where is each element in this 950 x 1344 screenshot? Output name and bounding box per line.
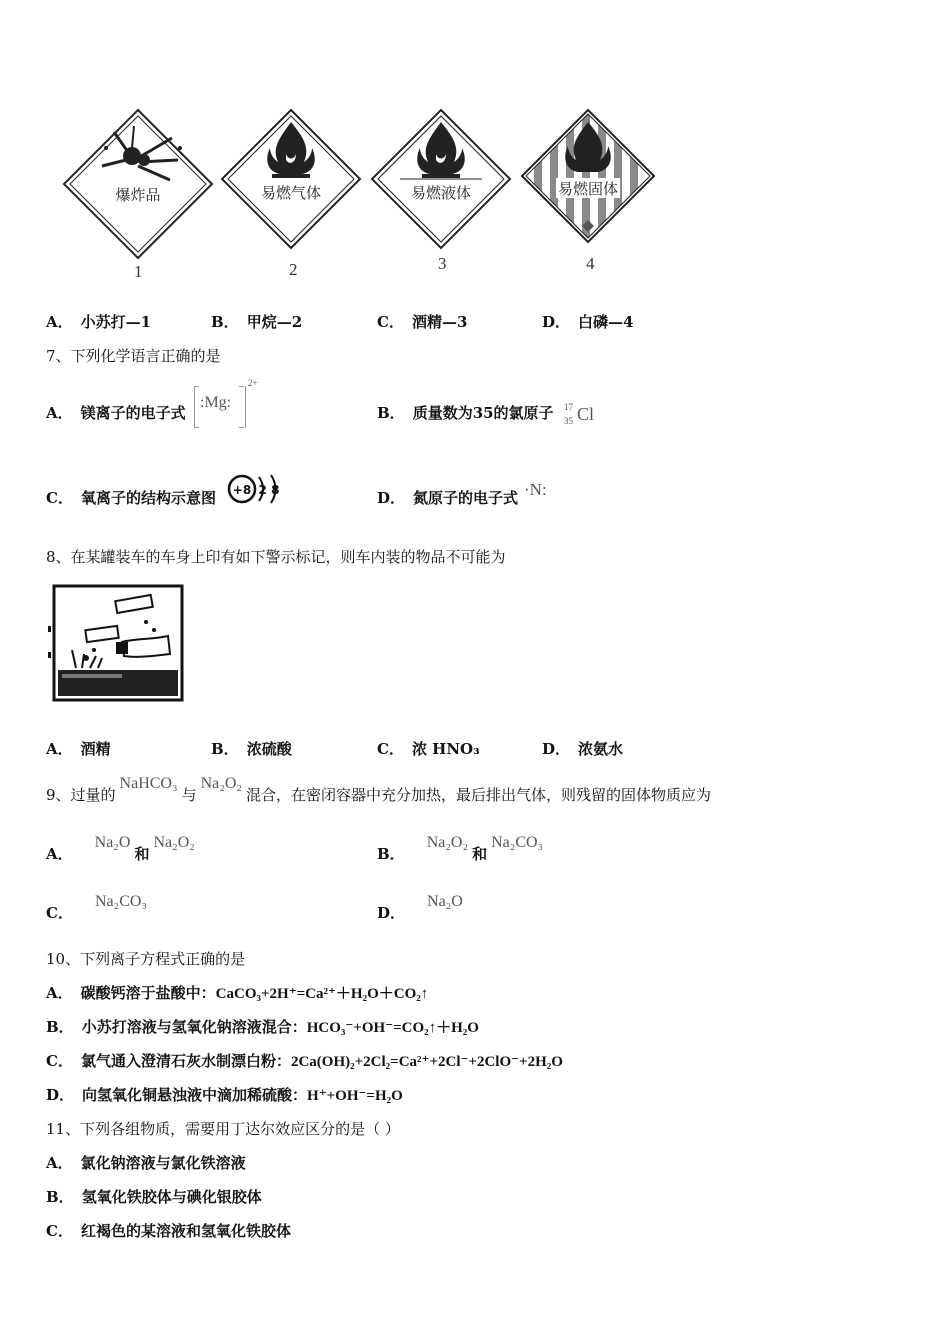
q7-option-c[interactable]: C． 氧离子的结构示意图 [46,489,216,507]
q10-option-d[interactable]: D． 向氢氧化铜悬浊液中滴加稀硫酸：H⁺+OH⁻=H₂O [46,1086,403,1104]
q11-stem: 11、下列各组物质，需要用丁达尔效应区分的是（ ） [46,1120,400,1138]
q8-option-d[interactable]: D． 浓氨水 [542,740,624,758]
q9-option-d[interactable]: D．Na₂O [377,893,463,922]
svg-text:+8: +8 [232,483,252,497]
q9-stem: 9、过量的NaHCO₃与Na₂O₂混合，在密闭容器中充分加热，最后排出气体，则残留的固体物质应为 [46,775,711,804]
nitrogen-electron-formula: ·N: [524,480,547,499]
q10-option-b[interactable]: B． 小苏打溶液与氢氧化钠溶液混合：HCO₃⁻+OH⁻=CO₂↑＋H₂O [46,1018,479,1036]
sign-label: 易燃固体 [557,180,619,198]
q9-option-c[interactable]: C．Na₂CO₃ [46,893,147,922]
sign-number: 3 [438,254,447,273]
sign-number: 1 [134,262,143,281]
q6-option-c[interactable]: C． 酒精—3 [377,313,468,331]
corrosive-warning-sign-icon [46,584,184,702]
q11-option-c[interactable]: C． 红褐色的某溶液和氢氧化铁胶体 [46,1222,291,1240]
q7-option-a[interactable]: A． 镁离子的电子式 [46,404,186,422]
sign-label: 易燃液体 [410,184,472,202]
q6-option-a[interactable]: A． 小苏打—1 [46,313,152,331]
sign-label: 爆炸品 [115,186,161,204]
sign-label: 易燃气体 [260,184,322,202]
q10-option-c[interactable]: C． 氯气通入澄清石灰水制漂白粉：2Ca(OH)₂+2Cl₂=Ca²⁺+2Cl⁻+2ClO⁻+2H₂O [46,1052,563,1070]
q8-option-a[interactable]: A． 酒精 [46,740,111,758]
q7-option-d[interactable]: D． 氮原子的电子式 [377,489,519,507]
chlorine-isotope-notation: 17 35 Cl [564,402,595,426]
q11-option-a[interactable]: A． 氯化钠溶液与氯化铁溶液 [46,1154,246,1172]
q8-stem: 8、在某罐装车的车身上印有如下警示标记，则车内装的物品不可能为 [46,548,506,566]
nahco3-formula: NaHCO₃ [119,775,178,792]
flammable-gas-sign-icon [220,108,362,250]
q10-option-a[interactable]: A． 碳酸钙溶于盐酸中：CaCO₃+2H⁺=Ca²⁺＋H₂O＋CO₂↑ [46,984,429,1002]
q7-option-b[interactable]: B． 质量数为35的氯原子 [377,404,554,422]
flammable-solid-sign-icon [520,108,656,244]
flammable-liquid-sign-icon [370,108,512,250]
na2o2-formula: Na₂O₂ [200,775,242,792]
oxygen-ion-structure-diagram [226,473,292,507]
q6-option-b[interactable]: B． 甲烷—2 [211,313,303,331]
sign-number: 2 [289,260,298,279]
q9-option-b[interactable]: B．Na₂O₂和Na₂CO₃ [377,834,544,863]
sign-number: 4 [586,254,595,273]
q11-option-b[interactable]: B． 氢氧化铁胶体与碘化银胶体 [46,1188,262,1206]
mg-ion-electron-formula: :Mg: 2+ [194,382,264,430]
svg-text:2 8: 2 8 [258,483,280,497]
explosive-sign-icon [62,108,214,260]
q7-stem: 7、下列化学语言正确的是 [46,347,221,365]
q10-stem: 10、下列离子方程式正确的是 [46,950,246,968]
q8-option-b[interactable]: B． 浓硫酸 [211,740,292,758]
q8-option-c[interactable]: C． 浓 HNO₃ [377,740,480,758]
q6-option-d[interactable]: D． 白磷—4 [542,313,634,331]
q9-option-a[interactable]: A．Na₂O和Na₂O₂ [46,834,195,863]
